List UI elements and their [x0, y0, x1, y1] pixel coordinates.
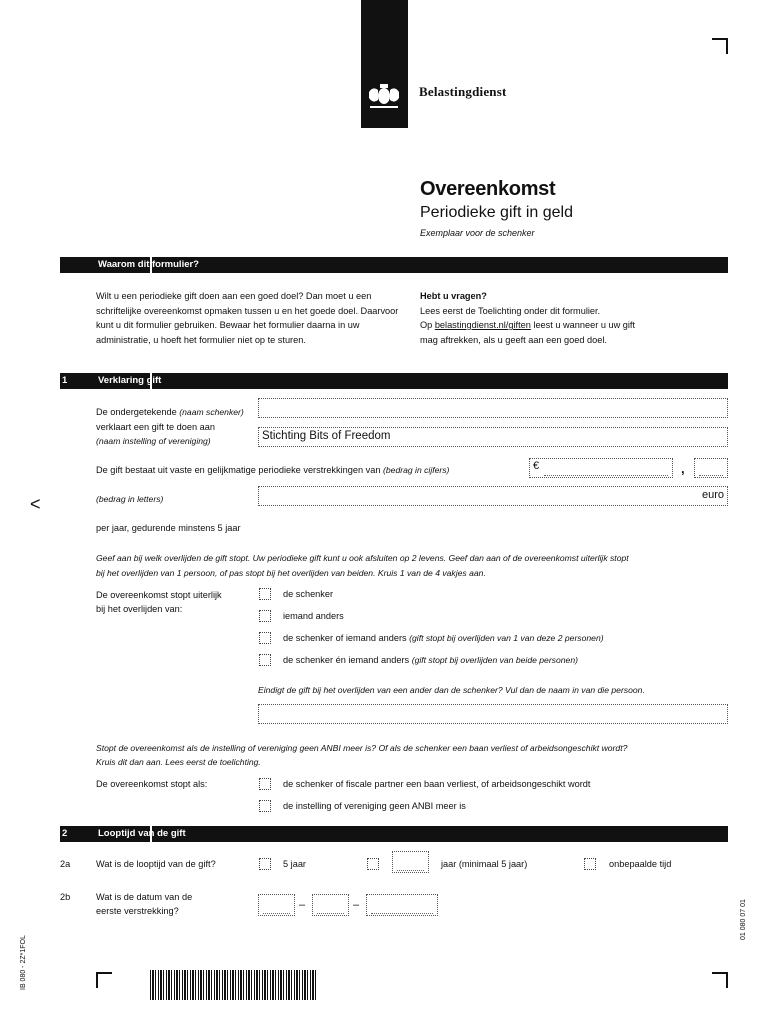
section-1-number: 1	[62, 375, 68, 386]
bestaat-label: De gift bestaat uit vaste en gelijkmatige periodieke verstrekkingen van (bedrag in cijfers)	[96, 465, 450, 475]
q2a-label: Wat is de looptijd van de gift?	[96, 859, 216, 869]
help-heading: Hebt u vragen?	[420, 291, 487, 301]
q2b-label-1: Wat is de datum van de	[96, 892, 193, 902]
date-dash-2: –	[353, 899, 360, 911]
checkbox-aantal-jaar[interactable]	[367, 858, 379, 870]
form-title: Overeenkomst	[420, 178, 556, 200]
section-1-bar	[60, 373, 728, 389]
form-code-left: IB 080 - 2Z*1FOL	[20, 935, 27, 990]
intro-bar-label: Waarom dit formulier?	[98, 259, 199, 270]
section-2-bar	[60, 826, 728, 842]
option-schenker-of-iemand: de schenker of iemand anders (gift stopt bij overlijden van 1 van deze 2 personen)	[283, 633, 604, 643]
bedrag-letters-field[interactable]	[258, 486, 728, 506]
help-line-3: mag aftrekken, als u geeft aan een goed doel.	[420, 334, 607, 345]
andere-persoon-field[interactable]	[258, 704, 728, 724]
barcode	[150, 970, 318, 1000]
datum-dag-field[interactable]	[258, 894, 295, 916]
schenker-name-field[interactable]	[258, 398, 728, 418]
per-jaar-label: per jaar, gedurende minstens 5 jaar	[96, 523, 241, 533]
crest-icon	[361, 0, 408, 128]
bedrag-letters-hint: (bedrag in letters)	[96, 494, 164, 504]
corner-mark-bottom-right	[712, 972, 728, 988]
intro-bar	[60, 257, 728, 273]
exemplaar-label: Exemplaar voor de schenker	[420, 228, 535, 238]
date-dash-1: –	[299, 899, 306, 911]
intro-help	[420, 289, 720, 347]
margin-marker: <	[30, 494, 41, 514]
decimal-comma: ,	[681, 461, 685, 476]
checkbox-de-schenker[interactable]	[259, 588, 271, 600]
option-5-jaar: 5 jaar	[283, 859, 306, 869]
checkbox-schenker-of-iemand[interactable]	[259, 632, 271, 644]
bedrag-centen-field[interactable]	[694, 458, 728, 478]
help-line-1: Lees eerst de Toelichting onder dit formulier.	[420, 305, 601, 316]
intro-text: Wilt u een periodieke gift doen aan een goed doel? Dan moet u een schriftelijke overeenkomst opmaken tussen u en het goede doel. Daarvoor kunt u dit formulier gebruiken. Bewaar het formulier daarna in uw administratie, u hoeft het formulier niet op te sturen.	[96, 291, 399, 345]
bedrag-cijfers-field[interactable]	[529, 458, 673, 478]
option-schenker-en-iemand: de schenker én iemand anders (gift stopt bij overlijden van beide personen)	[283, 655, 578, 665]
instelling-name-value: Stichting Bits of Freedom	[262, 430, 391, 442]
brand-name: Belastingdienst	[419, 84, 507, 99]
option-jaar: jaar (minimaal 5 jaar)	[441, 859, 528, 869]
option-iemand-anders: iemand anders	[283, 611, 344, 621]
checkbox-onbepaalde-tijd[interactable]	[584, 858, 596, 870]
q2a-number: 2a	[60, 859, 71, 869]
checkbox-5-jaar[interactable]	[259, 858, 271, 870]
form-code-right: 01 080 07 01	[740, 899, 747, 940]
eindigt-instruction: Eindigt de gift bij het overlijden van een ander dan de schenker? Vul dan de naam in van die persoon.	[258, 685, 645, 695]
checkbox-geen-anbi[interactable]	[259, 800, 271, 812]
instelling-name-field[interactable]	[258, 427, 728, 447]
instelling-hint: (naam instelling of vereniging)	[96, 436, 211, 446]
euro-sign: €	[533, 460, 540, 472]
section-2-label: Looptijd van de gift	[98, 828, 186, 839]
stopt-label-1: De overeenkomst stopt uiterlijk	[96, 590, 222, 600]
logo-block	[361, 0, 408, 128]
datum-maand-field[interactable]	[312, 894, 349, 916]
option-de-schenker: de schenker	[283, 589, 334, 599]
checkbox-schenker-en-iemand[interactable]	[259, 654, 271, 666]
verklaart-label: verklaart een gift te doen aan	[96, 422, 216, 432]
anbi-instruction-1: Stopt de overeenkomst als de instelling of vereniging geen ANBI meer is? Of als de schenker een baan verliest of arbeidsongeschikt wordt?	[96, 743, 628, 753]
corner-mark-bottom-left	[96, 972, 112, 988]
section-2-number: 2	[62, 828, 68, 839]
stopt-label-2: bij het overlijden van:	[96, 604, 183, 614]
datum-jaar-field[interactable]	[366, 894, 438, 916]
q2b-label-2: eerste verstrekking?	[96, 906, 179, 916]
section-1-label: Verklaring gift	[98, 375, 162, 386]
option-baan-verliest: de schenker of fiscale partner een baan verliest, of arbeidsongeschikt wordt	[283, 779, 591, 789]
euro-word: euro	[701, 489, 724, 501]
checkbox-iemand-anders[interactable]	[259, 610, 271, 622]
giften-link[interactable]: belastingdienst.nl/giften	[434, 320, 531, 330]
instruction-line-1: Geef aan bij welk overlijden de gift stopt. Uw periodieke gift kunt u ook afsluiten op 2 levens. Geef dan aan of de overeenkomst uiterlijk stopt	[96, 553, 629, 563]
q2b-number: 2b	[60, 892, 71, 902]
ondergetekende-label: De ondergetekende (naam schenker)	[96, 407, 244, 417]
corner-mark-top-right	[712, 38, 728, 54]
option-geen-anbi: de instelling of vereniging geen ANBI meer is	[283, 801, 466, 811]
aantal-jaar-field[interactable]	[392, 851, 429, 873]
form-subtitle: Periodieke gift in geld	[420, 204, 573, 221]
option-onbepaalde-tijd: onbepaalde tijd	[609, 859, 672, 869]
anbi-instruction-2: Kruis dit dan aan. Lees eerst de toelichting.	[96, 757, 261, 767]
stopt-als-label: De overeenkomst stopt als:	[96, 779, 208, 789]
checkbox-baan-verliest[interactable]	[259, 778, 271, 790]
help-line-2: Op belastingdienst.nl/giften leest u wanneer u uw gift	[420, 320, 636, 330]
instruction-line-2: bij het overlijden van 1 persoon, of pas stopt bij het overlijden van beiden. Kruis 1 van de 4 vakjes aan.	[96, 568, 486, 578]
